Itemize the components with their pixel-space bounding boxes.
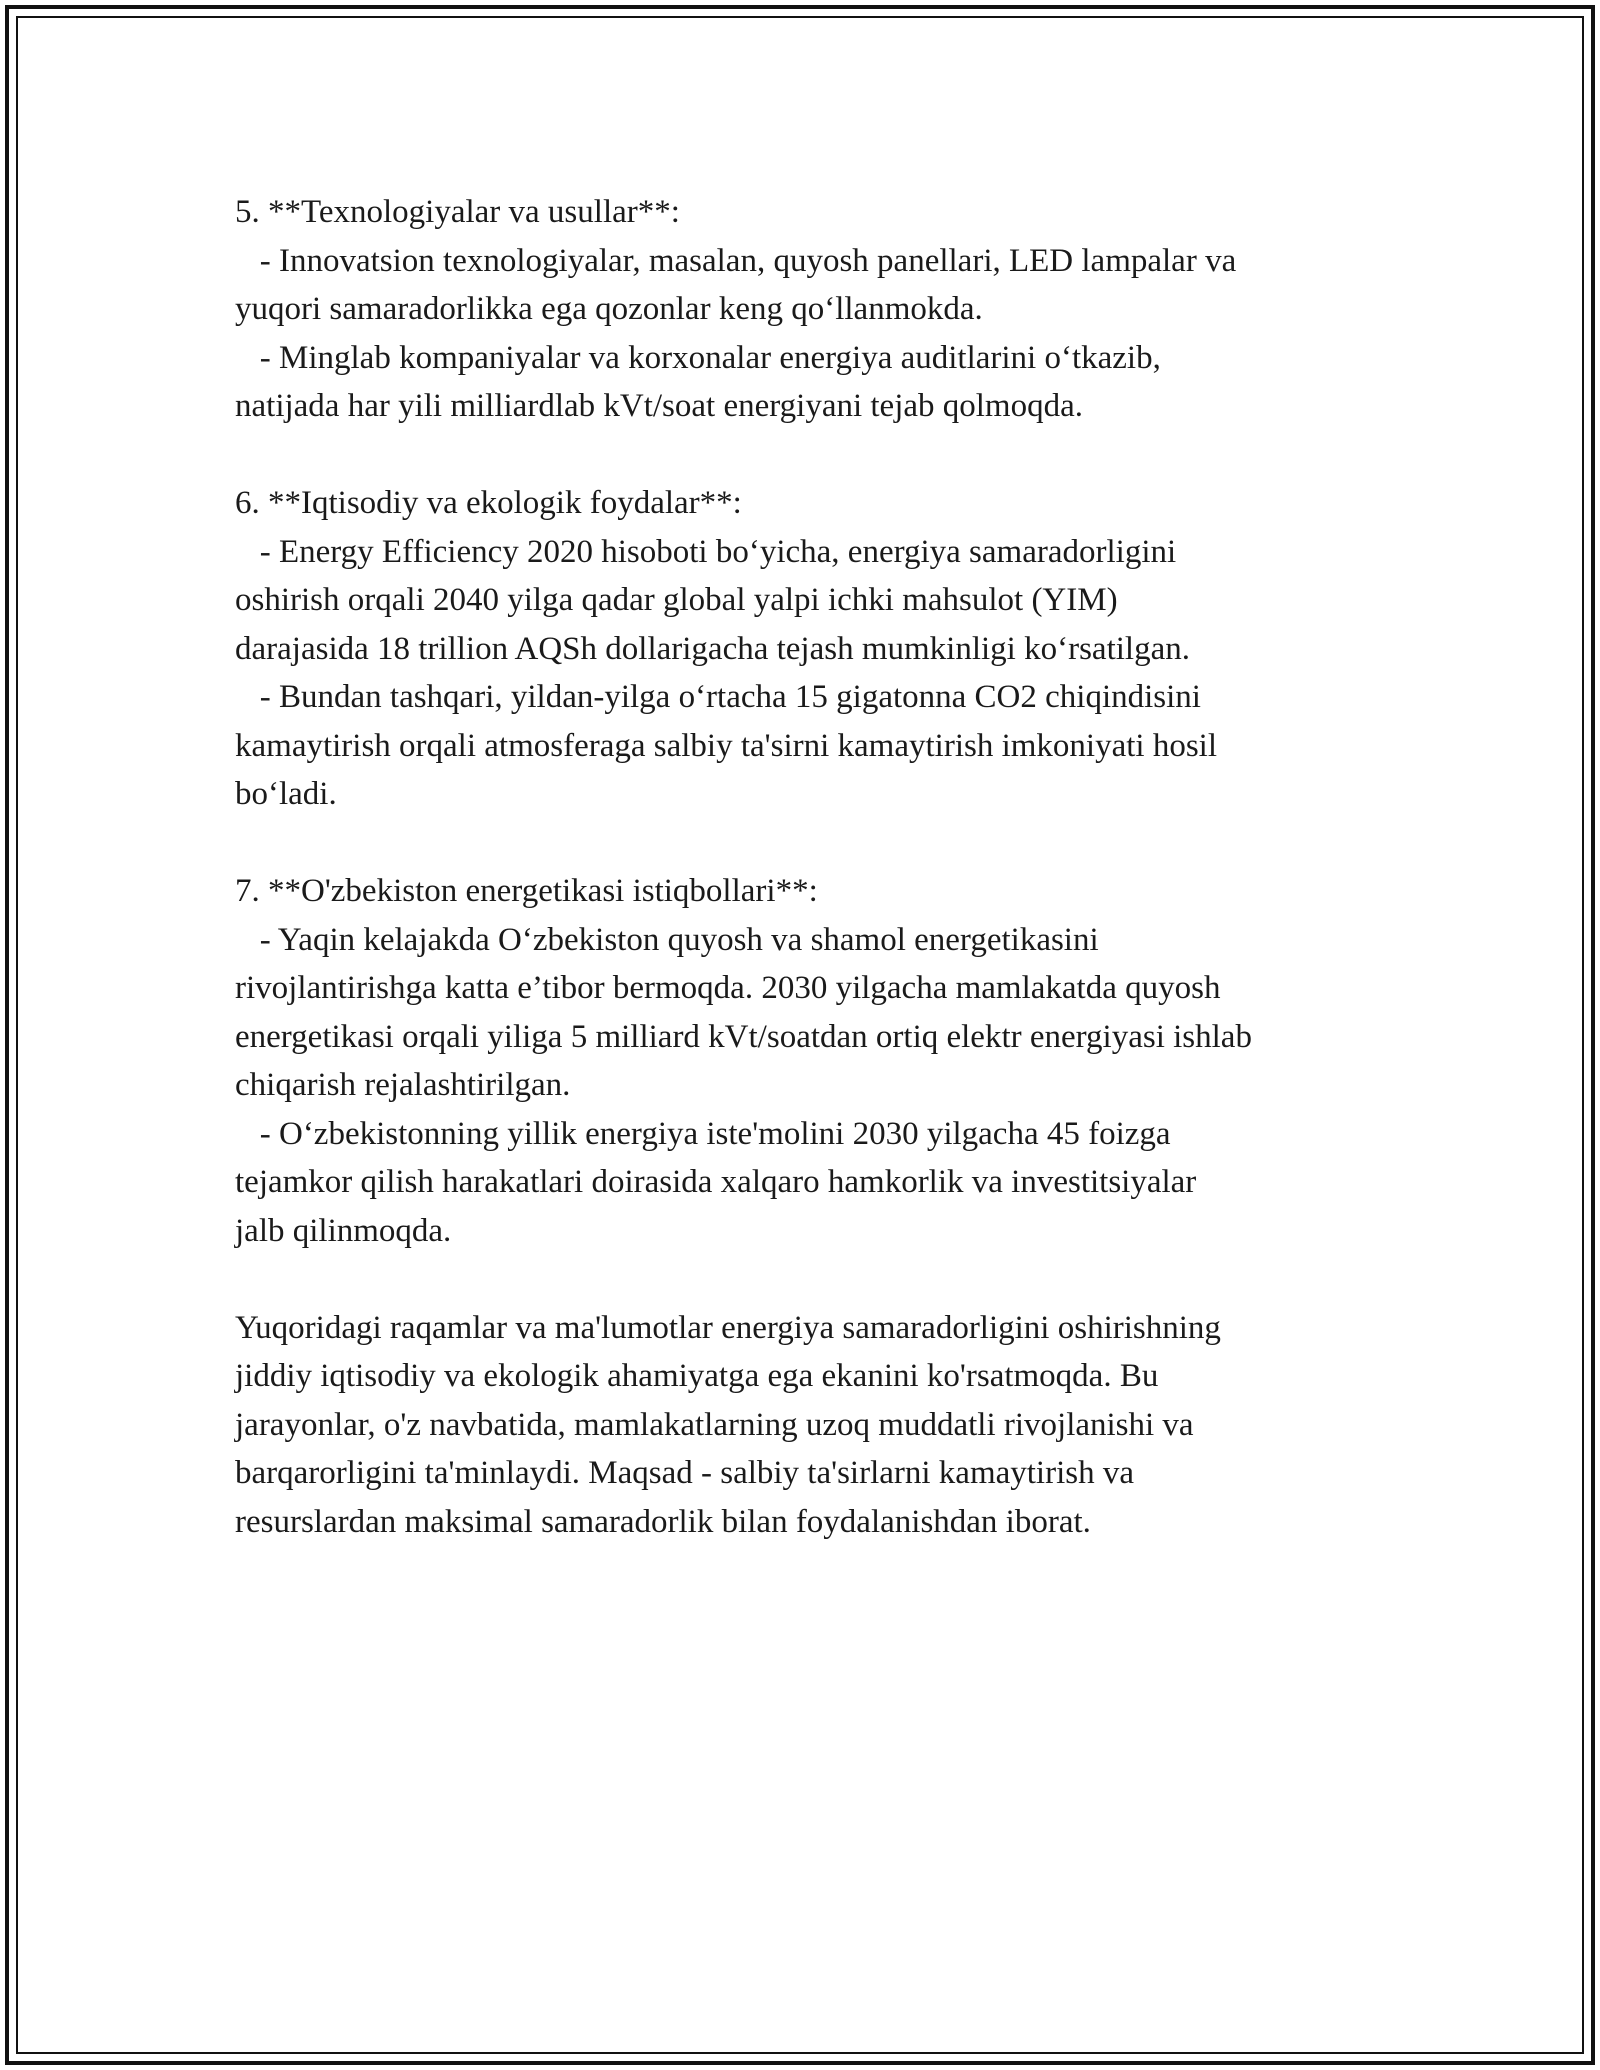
text-line: jalb qilinmoqda.: [235, 1212, 452, 1249]
text-line: natijada har yili milliardlab kVt/soat energiyani tejab qolmoqda.: [235, 388, 1083, 424]
text-line: oshirish orqali 2040 yilga qadar global yalpi ichki mahsulot (YIM): [235, 582, 1118, 618]
document-body: [235, 188, 1385, 1546]
section-heading: 7. **O'zbekiston energetikasi istiqbollari**:: [235, 873, 818, 909]
text-line: jarayonlar, o'z navbatida, mamlakatlarning uzoq muddatli rivojlanishi va: [235, 1406, 1194, 1443]
section-heading: 5. **Texnologiyalar va usullar**:: [235, 194, 680, 230]
text-line: rivojlantirishga katta e’tibor bermoqda. 2030 yilgacha mamlakatda quyosh: [235, 970, 1221, 1006]
section-economic-benefits: [235, 479, 1385, 819]
text-line: - Innovatsion texnologiyalar, masalan, quyosh panellari, LED lampalar va: [235, 242, 1237, 279]
paragraph-gap: [235, 431, 1385, 480]
text-line: Yuqoridagi raqamlar va ma'lumotlar energiya samaradorligini oshirishning: [235, 1309, 1221, 1346]
text-line: kamaytirish orqali atmosferaga salbiy ta'sirni kamaytirish imkoniyati hosil: [235, 727, 1217, 764]
section-heading: 6. **Iqtisodiy va ekologik foydalar**:: [235, 485, 742, 521]
text-line: energetikasi orqali yiliga 5 milliard kVt/soatdan ortiq elektr energiyasi ishlab: [235, 1018, 1252, 1055]
text-line: resurslardan maksimal samaradorlik bilan foydalanishdan iborat.: [235, 1503, 1091, 1540]
text-line: - Minglab kompaniyalar va korxonalar energiya auditlarini o‘tkazib,: [235, 339, 1161, 376]
section-technologies: [235, 188, 1385, 431]
section-uzbekistan-prospects: [235, 867, 1385, 1255]
text-line: barqarorligini ta'minlaydi. Maqsad - salbiy ta'sirlarni kamaytirish va: [235, 1455, 1134, 1491]
paragraph-gap: [235, 1255, 1385, 1304]
text-line: bo‘ladi.: [235, 776, 337, 812]
conclusion-paragraph: [235, 1304, 1385, 1547]
text-line: - O‘zbekistonning yillik energiya iste'molini 2030 yilgacha 45 foizga: [235, 1115, 1171, 1152]
text-line: chiqarish rejalashtirilgan.: [235, 1067, 571, 1103]
text-line: - Energy Efficiency 2020 hisoboti bo‘yicha, energiya samaradorligini: [235, 533, 1177, 570]
text-line: jiddiy iqtisodiy va ekologik ahamiyatga ega ekanini ko'rsatmoqda. Bu: [235, 1358, 1159, 1394]
text-line: tejamkor qilish harakatlari doirasida xalqaro hamkorlik va investitsiyalar: [235, 1164, 1197, 1200]
text-line: - Bundan tashqari, yildan-yilga o‘rtacha 15 gigatonna CO2 chiqindisini: [235, 679, 1201, 715]
text-line: - Yaqin kelajakda O‘zbekiston quyosh va shamol energetikasini: [235, 921, 1099, 958]
paragraph-gap: [235, 819, 1385, 868]
text-line: darajasida 18 trillion AQSh dollarigacha tejash mumkinligi ko‘rsatilgan.: [235, 630, 1190, 667]
text-line: yuqori samaradorlikka ega qozonlar keng qo‘llanmokda.: [235, 291, 983, 327]
